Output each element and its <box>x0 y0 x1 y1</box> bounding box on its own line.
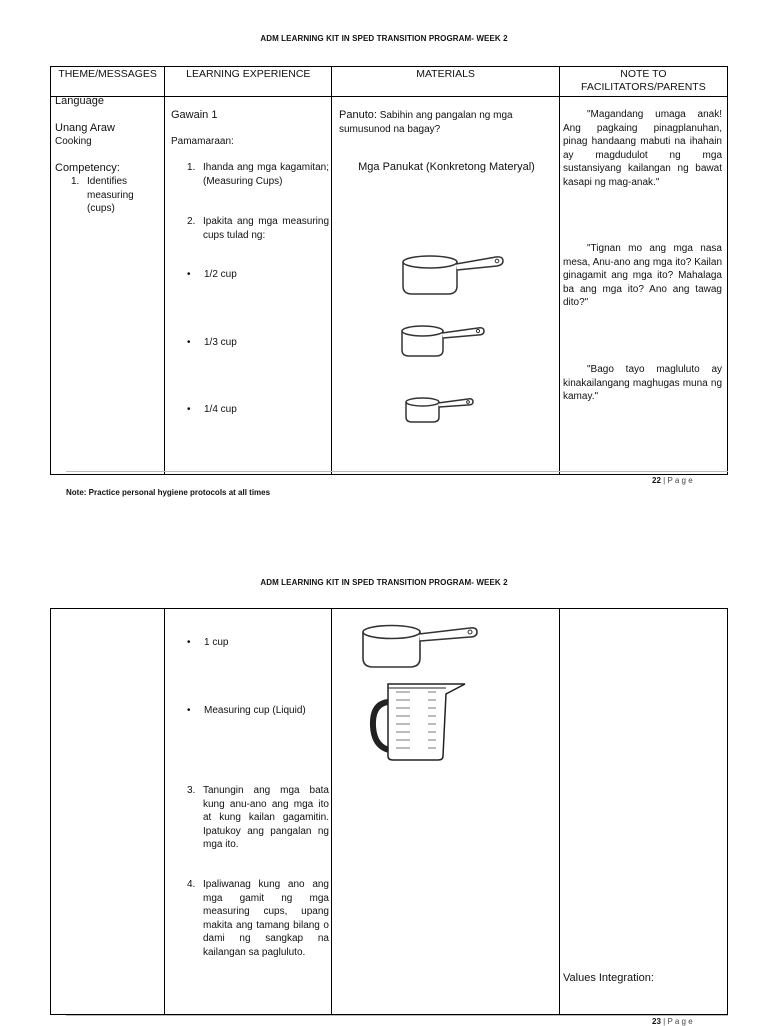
footer-divider <box>66 471 728 472</box>
theme-day: Unang Araw <box>55 122 115 134</box>
column-header-learning: LEARNING EXPERIENCE <box>165 67 332 97</box>
facilitator-note-1: "Magandang umaga anak! Ang pagkaing pinagplanuhan, pinag handaang mabuti na ihahain ay magdudulot ng mga sustansiyang kailangan ng bawat kasapi ng mag-anak." <box>563 109 722 188</box>
notes-cell <box>559 609 727 1015</box>
theme-cell <box>51 97 165 475</box>
theme-cell <box>51 609 165 1015</box>
instruction-label: Panuto: <box>339 109 377 121</box>
method-label: Pamamaraan: <box>171 136 234 147</box>
page-header: ADM LEARNING KIT IN SPED TRANSITION PROGRAM- WEEK 2 <box>260 578 508 587</box>
competency-number: 1. <box>71 176 80 187</box>
step-4-number: 4. <box>187 879 196 890</box>
theme-topic: Cooking <box>55 136 92 147</box>
table-header-row <box>51 67 728 97</box>
values-integration-label: Values Integration: <box>563 972 654 984</box>
materials-subtitle: Mga Panukat (Konkretong Materyal) <box>358 161 535 173</box>
bullet-liquid-cup: • Measuring cup (Liquid) <box>204 704 306 718</box>
competency-text: Identifies measuring (cups) <box>87 176 134 214</box>
one-cup-icon <box>358 620 482 672</box>
instruction-text: Sabihin ang pangalan ng mga sumusunod na bagay? <box>339 110 513 135</box>
learning-cell <box>165 97 332 475</box>
liquid-measuring-cup-icon <box>368 680 470 764</box>
page-header: ADM LEARNING KIT IN SPED TRANSITION PROGRAM- WEEK 2 <box>260 34 508 43</box>
step-3-number: 3. <box>187 785 196 796</box>
page-label: P a g e <box>667 1017 693 1026</box>
facilitator-note-3: "Bago tayo magluluto ay kinakailangang maghugas muna ng kamay." <box>563 364 722 402</box>
column-header-notes: NOTE TO FACILITATORS/PARENTS <box>559 67 727 97</box>
footer-divider <box>66 1015 728 1016</box>
bullet-quarter-cup: • 1/4 cup <box>204 403 237 417</box>
activity-title: Gawain 1 <box>171 109 218 121</box>
step-1-number: 1. <box>187 162 196 173</box>
quarter-cup-icon <box>402 394 478 426</box>
half-cup-icon <box>398 250 508 298</box>
step-4-text: Ipaliwanag kung ano ang mga gamit ng mga measuring cups, upang makita ang tamang bilang o dami ng sangkap na kailangan sa pagluluto. <box>203 879 329 958</box>
competency-label: Competency: <box>55 162 120 174</box>
bullet-one-cup: • 1 cup <box>204 636 228 650</box>
page-number: 22 <box>652 476 661 485</box>
bullet-third-cup: • 1/3 cup <box>204 336 237 350</box>
page-number-footer: 23 | P a g e <box>652 1017 693 1026</box>
footer-note: Note: Practice personal hygiene protocols at all times <box>66 488 271 497</box>
instruction <box>339 109 551 136</box>
step-3-text: Tanungin ang mga bata kung anu-ano ang mga ito at kung kailan gagamitin. Ipatukoy ang pangalan ng mga ito. <box>203 785 329 850</box>
step-2-number: 2. <box>187 216 196 227</box>
step-1-text: Ihanda ang mga kagamitan; (Measuring Cups) <box>203 162 329 187</box>
column-header-theme: THEME/MESSAGES <box>51 67 165 97</box>
facilitator-note-2: "Tignan mo ang mga nasa mesa, Anu-ano ang mga ito? Kailan ginagamit ang mga ito? Mahalaga ba ang mga ito? Ano ang tawag dito?" <box>563 243 722 308</box>
step-2-text: Ipakita ang mga measuring cups tulad ng: <box>203 216 329 241</box>
page-label: P a g e <box>667 476 693 485</box>
third-cup-icon <box>398 322 488 360</box>
bullet-half-cup: • 1/2 cup <box>204 268 237 282</box>
column-header-materials: MATERIALS <box>332 67 559 97</box>
page-number-footer: 22 | P a g e <box>652 476 693 485</box>
page-number: 23 <box>652 1017 661 1026</box>
theme-language: Language <box>55 95 104 107</box>
